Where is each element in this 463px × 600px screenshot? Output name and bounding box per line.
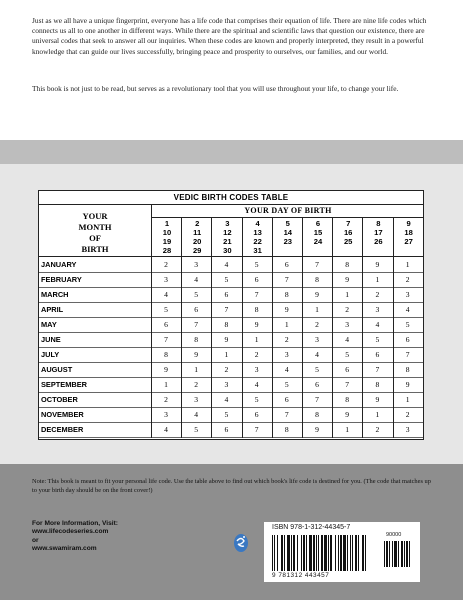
life-code-cell: 2 bbox=[194, 380, 199, 389]
month-header-line: BIRTH bbox=[81, 244, 109, 254]
day-number: 7 bbox=[346, 219, 351, 228]
life-code-cell: 1 bbox=[345, 425, 350, 434]
day-number: 23 bbox=[283, 237, 293, 246]
table-row bbox=[39, 377, 423, 393]
life-code-cell: 9 bbox=[164, 365, 168, 374]
barcode-bar bbox=[358, 535, 359, 571]
day-number: 30 bbox=[223, 246, 232, 255]
life-code-cell: 3 bbox=[284, 350, 289, 359]
life-code-cell: 2 bbox=[405, 275, 410, 284]
life-code-cell: 9 bbox=[315, 290, 319, 299]
life-code-cell: 8 bbox=[315, 410, 319, 419]
life-code-cell: 1 bbox=[375, 410, 380, 419]
life-code-cell: 8 bbox=[345, 395, 350, 404]
day-number: 12 bbox=[223, 228, 232, 237]
month-name: APRIL bbox=[41, 305, 64, 314]
table-row bbox=[39, 362, 423, 378]
table-title: VEDIC BIRTH CODES TABLE bbox=[39, 191, 423, 205]
grid-line bbox=[272, 218, 273, 438]
day-of-birth-header: YOUR DAY OF BIRTH bbox=[151, 205, 424, 218]
life-code-cell: 1 bbox=[254, 335, 259, 344]
day-number: 10 bbox=[162, 228, 172, 237]
life-code-cell: 9 bbox=[345, 410, 350, 419]
grid-line bbox=[151, 218, 152, 438]
day-number: 3 bbox=[225, 219, 230, 228]
barcode-bar bbox=[321, 535, 323, 571]
life-code-cell: 3 bbox=[224, 380, 229, 389]
life-code-cell: 6 bbox=[254, 410, 259, 419]
day-number: 31 bbox=[253, 246, 262, 255]
day-column-header bbox=[303, 219, 333, 255]
month-name: AUGUST bbox=[41, 365, 73, 374]
barcode-bar bbox=[335, 535, 336, 571]
life-code-cell: 7 bbox=[405, 350, 410, 359]
barcode-bar bbox=[347, 535, 348, 571]
day-number bbox=[394, 246, 424, 255]
table-row bbox=[39, 257, 423, 273]
life-code-cell: 6 bbox=[224, 425, 229, 434]
day-number bbox=[303, 246, 333, 255]
month-name: MARCH bbox=[41, 290, 69, 299]
barcode-bar bbox=[398, 541, 399, 567]
website-link-swamiram[interactable]: www.swamiram.com bbox=[32, 545, 97, 553]
grid-line bbox=[242, 218, 243, 438]
life-code-cell: 1 bbox=[405, 395, 410, 404]
barcode-bar bbox=[340, 535, 342, 571]
month-name: FEBRUARY bbox=[41, 275, 82, 284]
day-number: 5 bbox=[285, 219, 290, 228]
life-code-cell: 5 bbox=[224, 410, 229, 419]
life-code-cell: 5 bbox=[315, 365, 319, 374]
life-code-cell: 7 bbox=[315, 395, 319, 404]
barcode-bar bbox=[328, 535, 329, 571]
life-code-cell: 8 bbox=[375, 380, 380, 389]
or-text: or bbox=[32, 536, 39, 544]
grid-line bbox=[302, 218, 303, 438]
barcode-bar bbox=[272, 535, 273, 571]
life-code-cell: 8 bbox=[164, 350, 168, 359]
day-columns-header bbox=[151, 218, 424, 257]
day-number: 25 bbox=[343, 237, 353, 246]
life-code-cell: 8 bbox=[284, 290, 289, 299]
barcode-bar bbox=[306, 535, 307, 571]
day-number: 26 bbox=[374, 237, 383, 246]
life-code-cell: 4 bbox=[194, 275, 199, 284]
grid-line bbox=[181, 218, 182, 438]
life-code-cell: 4 bbox=[405, 305, 410, 314]
life-code-cell: 8 bbox=[284, 425, 289, 434]
table-row bbox=[39, 332, 423, 348]
month-name: JULY bbox=[41, 350, 60, 359]
barcode-bar bbox=[330, 535, 332, 571]
day-number: 27 bbox=[404, 237, 413, 246]
day-number: 14 bbox=[283, 228, 293, 237]
day-number: 20 bbox=[192, 237, 202, 246]
life-code-cell: 7 bbox=[284, 275, 289, 284]
life-code-cell: 6 bbox=[345, 365, 350, 374]
life-code-cell: 7 bbox=[254, 425, 259, 434]
day-number: 21 bbox=[223, 237, 232, 246]
life-code-cell: 1 bbox=[194, 365, 199, 374]
life-code-cell: 7 bbox=[194, 320, 199, 329]
barcode-bar bbox=[284, 535, 285, 571]
barcode-bar bbox=[303, 535, 305, 571]
barcode-bar bbox=[350, 535, 351, 571]
life-code-cell: 8 bbox=[254, 305, 259, 314]
table-row bbox=[39, 287, 423, 303]
life-code-cell: 3 bbox=[405, 425, 410, 434]
day-column-header bbox=[243, 219, 273, 255]
day-number: 13 bbox=[253, 228, 262, 237]
intro-section bbox=[0, 0, 463, 140]
month-name: JANUARY bbox=[41, 260, 77, 269]
day-number: 1 bbox=[164, 219, 170, 228]
life-code-cell: 9 bbox=[224, 335, 229, 344]
life-code-cell: 5 bbox=[164, 305, 168, 314]
day-number: 9 bbox=[406, 219, 411, 228]
barcode-bar bbox=[401, 541, 403, 567]
day-column-header bbox=[333, 219, 363, 255]
life-code-cell: 8 bbox=[315, 275, 319, 284]
life-code-cell: 2 bbox=[315, 320, 319, 329]
life-code-cell: 4 bbox=[224, 260, 229, 269]
day-number bbox=[273, 246, 303, 255]
day-number: 17 bbox=[374, 228, 383, 237]
life-code-cell: 1 bbox=[284, 320, 289, 329]
life-code-cell: 6 bbox=[194, 305, 199, 314]
day-number: 28 bbox=[162, 246, 172, 255]
month-header-line: OF bbox=[89, 233, 101, 243]
table-row bbox=[39, 347, 423, 363]
barcode-bar bbox=[274, 535, 275, 571]
life-code-cell: 1 bbox=[315, 305, 319, 314]
month-name: SEPTEMBER bbox=[41, 380, 87, 389]
day-number: 6 bbox=[315, 219, 321, 228]
day-column-header bbox=[273, 219, 303, 255]
barcode-bar bbox=[389, 541, 390, 567]
barcode-bar bbox=[293, 535, 295, 571]
table-row bbox=[39, 317, 423, 333]
day-column-header bbox=[363, 219, 393, 255]
life-code-cell: 3 bbox=[164, 410, 168, 419]
life-code-cell: 1 bbox=[345, 290, 350, 299]
om-logo-icon bbox=[232, 530, 250, 554]
barcode-bars bbox=[272, 535, 380, 571]
barcode-bar bbox=[316, 535, 317, 571]
barcode-bar bbox=[318, 535, 319, 571]
life-code-cell: 7 bbox=[375, 365, 380, 374]
isbn-barcode bbox=[264, 522, 420, 582]
divider-band bbox=[0, 140, 463, 164]
month-of-birth-header bbox=[39, 205, 151, 257]
life-code-cell: 7 bbox=[224, 305, 229, 314]
life-code-cell: 3 bbox=[194, 260, 199, 269]
barcode-bar bbox=[277, 535, 278, 571]
life-code-cell: 2 bbox=[164, 395, 168, 404]
life-code-cell: 2 bbox=[345, 305, 350, 314]
life-code-cell: 4 bbox=[254, 380, 259, 389]
price-code: 90000 bbox=[386, 532, 402, 538]
life-code-cell: 7 bbox=[345, 380, 350, 389]
life-code-cell: 9 bbox=[254, 320, 259, 329]
isbn-number: ISBN 978-1-312-44345-7 bbox=[272, 524, 351, 531]
day-column-header bbox=[152, 219, 182, 255]
life-code-cell: 4 bbox=[375, 320, 380, 329]
life-code-cell: 9 bbox=[405, 380, 410, 389]
life-code-cell: 4 bbox=[315, 350, 319, 359]
life-code-cell: 5 bbox=[345, 350, 350, 359]
barcode-bar bbox=[301, 535, 302, 571]
barcode-bar bbox=[384, 541, 385, 567]
birth-codes-table bbox=[38, 190, 424, 440]
life-code-cell: 2 bbox=[375, 425, 380, 434]
life-code-cell: 6 bbox=[164, 320, 168, 329]
life-code-cell: 9 bbox=[375, 260, 380, 269]
barcode-bar bbox=[409, 541, 410, 567]
life-code-cell: 4 bbox=[224, 395, 229, 404]
month-header-line: MONTH bbox=[78, 222, 112, 232]
life-code-cell: 5 bbox=[224, 275, 229, 284]
day-column-header bbox=[394, 219, 424, 255]
life-code-cell: 2 bbox=[375, 290, 380, 299]
life-code-cell: 6 bbox=[284, 260, 289, 269]
month-name: NOVEMBER bbox=[41, 410, 84, 419]
life-code-cell: 9 bbox=[345, 275, 350, 284]
life-code-cell: 9 bbox=[315, 425, 319, 434]
life-code-cell: 5 bbox=[254, 395, 259, 404]
grid-line bbox=[362, 218, 363, 438]
life-code-cell: 2 bbox=[164, 260, 168, 269]
barcode-digits: 9 781312 443457 bbox=[272, 572, 330, 579]
life-code-cell: 6 bbox=[405, 335, 410, 344]
life-code-cell: 3 bbox=[375, 305, 380, 314]
barcode-bar bbox=[352, 535, 353, 571]
day-number: 11 bbox=[193, 228, 202, 237]
barcode-bar bbox=[291, 535, 292, 571]
day-number: 8 bbox=[376, 219, 381, 228]
life-code-cell: 5 bbox=[194, 290, 199, 299]
life-code-cell: 1 bbox=[405, 260, 410, 269]
barcode-bar bbox=[404, 541, 405, 567]
barcode-bar bbox=[406, 541, 408, 567]
barcode-bar bbox=[313, 535, 315, 571]
day-number: 29 bbox=[192, 246, 202, 255]
life-code-cell: 6 bbox=[224, 290, 229, 299]
day-number: 16 bbox=[343, 228, 353, 237]
life-code-cell: 3 bbox=[345, 320, 350, 329]
life-code-cell: 5 bbox=[375, 335, 380, 344]
intro-paragraph-2: This book is not just to be read, but serves as a revolutionary tool that you will use throughout your life, to change your life. bbox=[32, 84, 399, 93]
life-code-cell: 6 bbox=[315, 380, 319, 389]
grid-line bbox=[332, 218, 333, 438]
barcode-bar bbox=[392, 541, 393, 567]
life-code-cell: 3 bbox=[315, 335, 319, 344]
life-code-cell: 4 bbox=[284, 365, 289, 374]
table-row bbox=[39, 272, 423, 288]
life-code-cell: 4 bbox=[194, 410, 199, 419]
barcode-bar bbox=[287, 535, 290, 571]
life-code-cell: 3 bbox=[164, 275, 168, 284]
table-row bbox=[39, 302, 423, 318]
month-name: DECEMBER bbox=[41, 425, 84, 434]
life-code-cell: 3 bbox=[405, 290, 410, 299]
barcode-bar bbox=[355, 535, 357, 571]
barcode-bar bbox=[386, 541, 388, 567]
life-code-cell: 5 bbox=[284, 380, 289, 389]
table-row bbox=[39, 422, 423, 438]
more-info-heading: For More Information, Visit: bbox=[32, 520, 118, 527]
table-row bbox=[39, 392, 423, 408]
life-code-cell: 9 bbox=[284, 305, 289, 314]
barcode-bar bbox=[309, 535, 312, 571]
day-number bbox=[363, 246, 393, 255]
month-name: OCTOBER bbox=[41, 395, 78, 404]
day-number: 2 bbox=[195, 219, 200, 228]
life-code-cell: 8 bbox=[194, 335, 199, 344]
price-barcode-bars bbox=[384, 541, 414, 571]
day-number: 24 bbox=[313, 237, 323, 246]
life-code-cell: 3 bbox=[194, 395, 199, 404]
intro-paragraph-1: Just as we all have a unique fingerprint, everyone has a life code that comprises their equation of life. There are nine life codes which connects us all to one another in different ways. While there are the spiritual and scientific laws that question our existence, there are universal codes that seek to answer all our inquiries. When these codes are known and properly interpreted, they result in a powerful knowledge that can guide our lives successfully, bringing peace and prosperity to ourselves, our families, and our world. bbox=[32, 16, 427, 56]
life-code-cell: 9 bbox=[194, 350, 199, 359]
life-code-cell: 6 bbox=[254, 275, 259, 284]
barcode-bar bbox=[297, 535, 298, 571]
life-code-cell: 1 bbox=[224, 350, 229, 359]
day-number: 19 bbox=[162, 237, 172, 246]
life-code-cell: 4 bbox=[164, 425, 168, 434]
month-header-line: YOUR bbox=[82, 211, 108, 221]
life-code-cell: 8 bbox=[224, 320, 229, 329]
life-code-cell: 8 bbox=[345, 260, 350, 269]
more-info bbox=[32, 520, 182, 554]
barcode-bar bbox=[362, 535, 364, 571]
barcode-bar bbox=[324, 535, 327, 571]
day-number bbox=[333, 246, 363, 255]
life-code-cell: 3 bbox=[254, 365, 259, 374]
life-code-cell: 5 bbox=[254, 260, 259, 269]
life-code-cell: 1 bbox=[164, 380, 168, 389]
life-code-cell: 8 bbox=[405, 365, 410, 374]
life-code-cell: 6 bbox=[375, 350, 380, 359]
life-code-cell: 2 bbox=[284, 335, 289, 344]
day-number: 22 bbox=[253, 237, 262, 246]
day-number: 15 bbox=[313, 228, 323, 237]
life-code-cell: 7 bbox=[164, 335, 168, 344]
day-number: 4 bbox=[255, 219, 260, 228]
life-code-cell: 6 bbox=[284, 395, 289, 404]
month-name: JUNE bbox=[41, 335, 61, 344]
life-code-cell: 5 bbox=[405, 320, 410, 329]
life-code-cell: 9 bbox=[375, 395, 380, 404]
grid-line bbox=[393, 218, 394, 438]
note-text: Note: This book is meant to fit your personal life code. Use the table above to find out which book's life code is destined for you. (The code that matches up to your birth day should be on the front cover!) bbox=[32, 478, 431, 494]
table-row bbox=[39, 407, 423, 423]
life-code-cell: 7 bbox=[284, 410, 289, 419]
day-number: 18 bbox=[404, 228, 413, 237]
month-name: MAY bbox=[41, 320, 57, 329]
life-code-cell: 2 bbox=[224, 365, 229, 374]
website-link-lifecode[interactable]: www.lifecodeseries.com bbox=[32, 528, 109, 536]
day-column-header bbox=[212, 219, 242, 255]
barcode-bar bbox=[338, 535, 339, 571]
day-column-header bbox=[182, 219, 212, 255]
life-code-cell: 1 bbox=[375, 275, 380, 284]
life-code-cell: 5 bbox=[194, 425, 199, 434]
barcode-bar bbox=[281, 535, 283, 571]
barcode-bar bbox=[365, 535, 366, 571]
grid-line bbox=[211, 218, 212, 438]
life-code-cell: 4 bbox=[345, 335, 350, 344]
life-code-cell: 7 bbox=[315, 260, 319, 269]
life-code-cell: 2 bbox=[254, 350, 259, 359]
life-code-cell: 7 bbox=[254, 290, 259, 299]
life-code-cell: 4 bbox=[164, 290, 168, 299]
barcode-bar bbox=[394, 541, 397, 567]
life-code-cell: 2 bbox=[405, 410, 410, 419]
barcode-bar bbox=[343, 535, 346, 571]
